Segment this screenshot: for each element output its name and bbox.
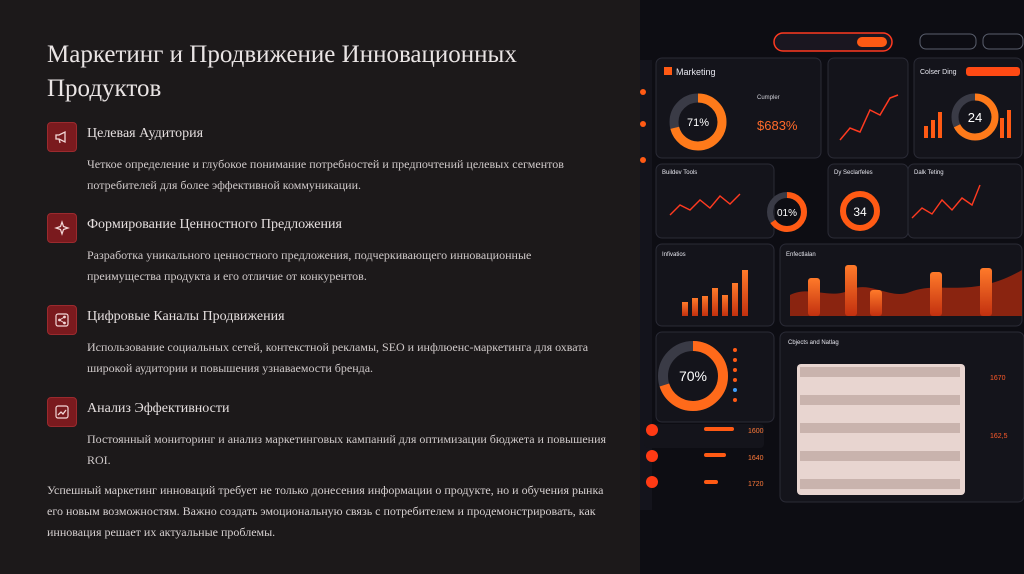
stat-1600: 1600 xyxy=(748,428,764,435)
stat-1640: 1640 xyxy=(748,455,764,462)
gauge-70: 70% xyxy=(678,368,708,384)
side-1670: 1670 xyxy=(990,375,1006,382)
value-683: $683% xyxy=(757,118,798,133)
dashboard-image xyxy=(640,0,1024,574)
slide-title: Маркетинг и Продвижение Инновационных Продуктов xyxy=(47,41,517,102)
panel-infix-title: Infivatios xyxy=(662,252,686,258)
completer-label: Cumpler xyxy=(757,95,780,101)
panel-builder-title: Buildev Tools xyxy=(662,170,698,176)
side-1625: 162,5 xyxy=(990,433,1008,440)
sparkle-icon xyxy=(47,213,77,243)
section-description: Четкое определение и глубокое понимание потребностей и предпочтений целевых сегментов потребителей для более эффективной коммуникации. xyxy=(87,157,564,192)
section-description: Использование социальных сетей, контекстной рекламы, SEO и инфлюенс-маркетинга для охвата широкой аудитории и повышения узнаваемости бренда. xyxy=(87,340,589,375)
gauge-24: 24 xyxy=(967,110,983,125)
dashboard-illustration xyxy=(640,0,1024,574)
panel-objects-title: Cbjects and Natlag xyxy=(788,340,839,346)
section-title: Анализ Эффективности xyxy=(87,401,230,416)
section-title: Формирование Ценностного Предложения xyxy=(87,217,342,232)
share-icon xyxy=(47,305,77,335)
panel-color-title: Colser Ding xyxy=(920,69,957,76)
section-description: Разработка уникального ценностного предложения, подчеркивающего инновационные преимущества продукта и его отличие от конкурентов. xyxy=(87,248,532,283)
megaphone-icon xyxy=(47,122,77,152)
stat-1720: 1720 xyxy=(748,481,764,488)
panel-dy-title: Dy Seclarfeles xyxy=(834,170,873,176)
gauge-71: 71% xyxy=(686,117,710,129)
chart-icon xyxy=(47,397,77,427)
gauge-01: 01% xyxy=(776,208,798,219)
section-title: Цифровые Каналы Продвижения xyxy=(87,309,285,324)
marketing-label: Marketing xyxy=(676,67,716,77)
section-title: Целевая Аудитория xyxy=(87,126,204,141)
summary-text: Успешный маркетинг инноваций требует не только донесения информации о продукте, но и обучения рынка его новым возможностям. Важно создать эмоциональную связь с потребителем и продемонстрировать, как инновация решает их актуальные проблемы. xyxy=(47,483,604,539)
panel-enfect-title: Enfectlalan xyxy=(786,252,816,258)
section-description: Постоянный мониторинг и анализ маркетинговых кампаний для оптимизации бюджета и повышения ROI. xyxy=(87,432,607,467)
gauge-34: 34 xyxy=(853,205,867,219)
panel-dalk-title: Dalk Teting xyxy=(914,170,944,176)
